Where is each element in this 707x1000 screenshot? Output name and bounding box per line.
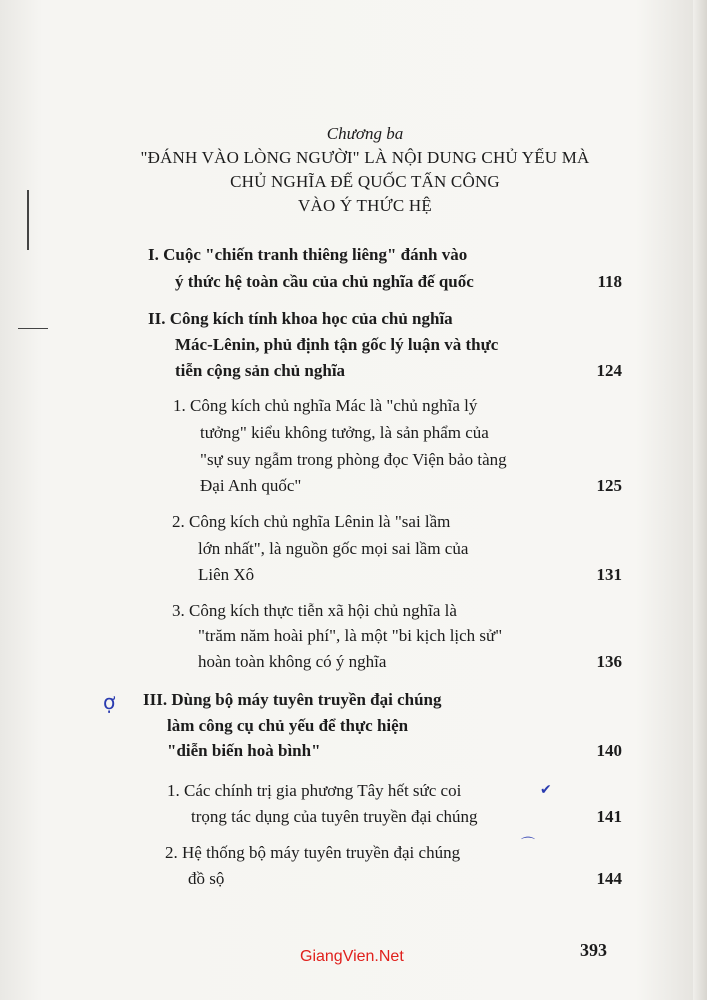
watermark: GiangVien.Net <box>300 948 404 965</box>
toc-line: Mác-Lênin, phủ định tận gốc lý luận và thực <box>175 335 499 354</box>
toc-page-number: 131 <box>596 565 622 584</box>
toc-line: trọng tác dụng của tuyên truyền đại chúng <box>191 807 478 826</box>
toc-line: I. Cuộc "chiến tranh thiêng liêng" đánh vào <box>148 245 468 264</box>
toc-line: 2. Hệ thống bộ máy tuyên truyền đại chúng <box>165 843 461 862</box>
toc-line: 1. Công kích chủ nghĩa Mác là "chủ nghĩa lý <box>173 396 478 415</box>
toc-line: 2. Công kích chủ nghĩa Lênin là "sai lầm <box>172 512 451 531</box>
toc-line: làm công cụ chủ yếu để thực hiện <box>167 716 409 735</box>
toc-page-number: 140 <box>596 741 622 760</box>
chapter-title-line: VÀO Ý THỨC HỆ <box>297 196 432 215</box>
chapter-label: Chương ba <box>326 124 404 143</box>
chapter-title-line: "ĐÁNH VÀO LÒNG NGƯỜI" LÀ NỘI DUNG CHỦ YẾU MÀ <box>140 148 590 167</box>
binding-mark <box>18 328 48 329</box>
toc-line: Đại Anh quốc" <box>200 476 302 495</box>
page-number: 393 <box>580 940 607 960</box>
toc-line: 3. Công kích thực tiễn xã hội chủ nghĩa là <box>172 601 457 620</box>
toc-line: "sự suy ngẫm trong phòng đọc Viện bảo tàng <box>200 450 507 469</box>
toc-line: đồ sộ <box>188 869 225 888</box>
toc-line: II. Công kích tính khoa học của chủ nghĩa <box>148 309 453 328</box>
chapter-title-line: CHỦ NGHĨA ĐẾ QUỐC TẤN CÔNG <box>230 172 500 191</box>
toc-page-number: 141 <box>596 807 622 826</box>
handwritten-mark-icon: ợ <box>103 690 116 714</box>
toc-page-number: 118 <box>597 272 622 291</box>
toc-line: lớn nhất", là nguồn gốc mọi sai lầm của <box>198 539 469 558</box>
toc-line: Liên Xô <box>198 565 255 584</box>
toc-line: tiễn cộng sản chủ nghĩa <box>175 361 346 380</box>
pen-stroke-icon: ⌒ <box>521 837 535 853</box>
toc-line: III. Dùng bộ máy tuyên truyền đại chúng <box>143 690 442 709</box>
toc-line: 1. Các chính trị gia phương Tây hết sức coi <box>167 781 462 800</box>
toc-line: ý thức hệ toàn cầu của chủ nghĩa đế quốc <box>175 272 474 291</box>
toc-page-number: 124 <box>596 361 622 380</box>
toc-page-number: 144 <box>596 869 622 888</box>
check-mark-icon: ✔ <box>540 782 552 798</box>
toc-page-number: 136 <box>596 652 622 671</box>
toc-line: "trăm năm hoài phí", là một "bi kịch lịch sử" <box>198 626 503 645</box>
toc-line: "diễn biến hoà bình" <box>167 741 321 760</box>
toc-page-number: 125 <box>596 476 622 495</box>
toc-line: tưởng" kiểu không tưởng, là sản phẩm của <box>200 423 489 442</box>
toc-line: hoàn toàn không có ý nghĩa <box>198 652 387 671</box>
